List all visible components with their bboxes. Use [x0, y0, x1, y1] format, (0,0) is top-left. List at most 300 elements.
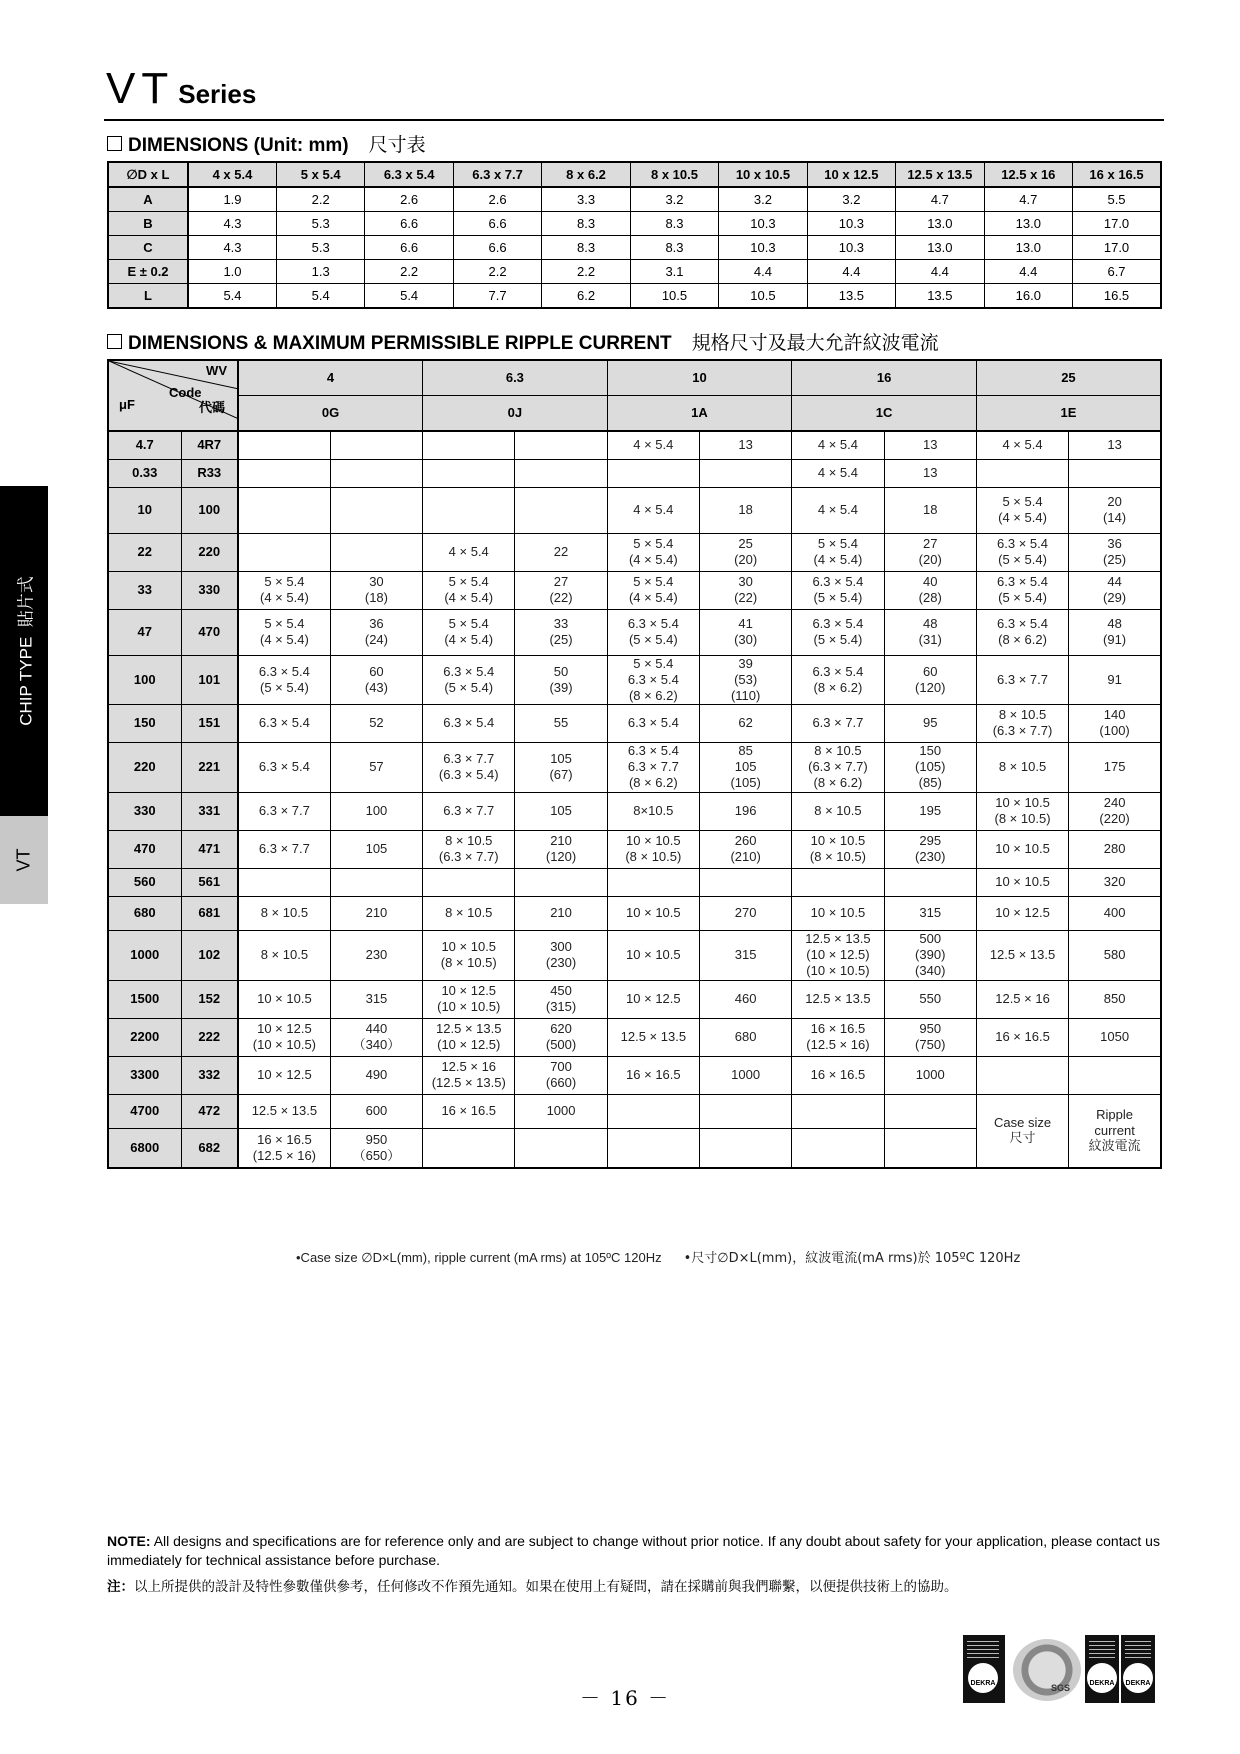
table-cell: 6.2 — [542, 284, 630, 309]
ripple-current-cell: 57 — [330, 742, 422, 792]
capacitance-cell: 1000 — [108, 930, 181, 980]
case-size-cell: 10 × 12.5 — [238, 1056, 330, 1094]
case-size-cell: 5 × 5.4 6.3 × 5.4 (8 × 6.2) — [607, 655, 699, 704]
legend-case-size: Case size 尺寸 — [976, 1094, 1068, 1168]
case-size-cell: 6.3 × 5.4 — [607, 704, 699, 742]
series-code: VT — [106, 64, 175, 113]
case-size-cell: 5 × 5.4 (4 × 5.4) — [423, 609, 515, 655]
case-size-cell: 10 × 12.5 (10 × 10.5) — [423, 980, 515, 1018]
dekra-logo: DEKRA — [1121, 1635, 1155, 1703]
table-row — [108, 792, 1161, 830]
ripple-current-cell — [515, 487, 607, 533]
ripple-current-cell: 13 — [699, 431, 791, 459]
ripple-current-cell: 85 105 (105) — [699, 742, 791, 792]
ripple-current-cell — [515, 459, 607, 487]
ripple-current-cell: 48 (31) — [884, 609, 976, 655]
ripple-current-cell: 39 (53) (110) — [699, 655, 791, 704]
table-cell: 13.0 — [984, 212, 1072, 236]
voltage-header: 16 — [792, 360, 977, 396]
cap-code-cell: 4R7 — [181, 431, 238, 459]
ripple-current-cell: 33 (25) — [515, 609, 607, 655]
ripple-current-cell: 91 — [1069, 655, 1161, 704]
case-size-cell: 5 × 5.4 (4 × 5.4) — [792, 533, 884, 571]
capacitance-cell: 680 — [108, 896, 181, 930]
ripple-current-cell: 13 — [884, 459, 976, 487]
legend-ripple-current: Ripple current 紋波電流 — [1069, 1094, 1161, 1168]
ripple-current-cell — [699, 459, 791, 487]
dekra-logo: DEKRA — [963, 1635, 1005, 1703]
ripple-current-cell: 27 (20) — [884, 533, 976, 571]
case-size-cell: 6.3 × 7.7 — [423, 792, 515, 830]
ripple-current-cell — [330, 487, 422, 533]
ripple-current-cell: 490 — [330, 1056, 422, 1094]
table-cell: 5.3 — [276, 212, 364, 236]
dim-size-header: 4 x 5.4 — [188, 162, 276, 187]
table-cell: 10.5 — [630, 284, 718, 309]
ripple-current-cell: 55 — [515, 704, 607, 742]
side-tabs — [0, 486, 48, 904]
case-size-cell: 6.3 × 7.7 — [792, 704, 884, 742]
case-size-cell: 4 × 5.4 — [607, 487, 699, 533]
case-size-cell: 16 × 16.5 — [792, 1056, 884, 1094]
case-size-cell: 4 × 5.4 — [792, 431, 884, 459]
ripple-current-cell — [1069, 1056, 1161, 1094]
ripple-current-cell: 18 — [884, 487, 976, 533]
table-cell: 4.4 — [719, 260, 807, 284]
case-size-cell: 8 × 10.5 (6.3 × 7.7) — [423, 830, 515, 868]
table-cell: 13.0 — [984, 236, 1072, 260]
case-size-cell: 6.3 × 7.7 — [976, 655, 1068, 704]
case-size-cell: 10 × 12.5 — [976, 896, 1068, 930]
cap-code-cell: 220 — [181, 533, 238, 571]
capacitance-cell: 4700 — [108, 1094, 181, 1128]
case-size-cell: 8 × 10.5 — [792, 792, 884, 830]
table-row — [108, 459, 1161, 487]
capacitance-cell: 2200 — [108, 1018, 181, 1056]
case-size-cell: 4 × 5.4 — [792, 459, 884, 487]
ripple-current-cell: 41 (30) — [699, 609, 791, 655]
ripple-current-cell: 315 — [699, 930, 791, 980]
capacitance-cell: 6800 — [108, 1128, 181, 1168]
table-row — [108, 868, 1161, 896]
ripple-corner-header — [108, 360, 238, 431]
case-size-cell — [423, 487, 515, 533]
case-size-cell: 6.3 × 5.4 (5 × 5.4) — [607, 609, 699, 655]
ripple-current-cell: 60 (120) — [884, 655, 976, 704]
capacitance-cell: 150 — [108, 704, 181, 742]
ripple-current-cell: 950 (750) — [884, 1018, 976, 1056]
case-size-cell — [792, 1094, 884, 1128]
cap-code-cell: 101 — [181, 655, 238, 704]
case-size-cell: 5 × 5.4 (4 × 5.4) — [607, 571, 699, 609]
table-row — [108, 487, 1161, 533]
case-size-cell: 10 × 10.5 — [976, 868, 1068, 896]
ripple-current-cell: 240 (220) — [1069, 792, 1161, 830]
ripple-current-cell — [699, 868, 791, 896]
dekra-logo: DEKRA — [1085, 1635, 1119, 1703]
table-cell: 7.7 — [453, 284, 541, 309]
table-row — [108, 1094, 1161, 1128]
table-row — [108, 1056, 1161, 1094]
case-size-cell — [607, 1094, 699, 1128]
ripple-current-cell: 550 — [884, 980, 976, 1018]
ripple-current-cell: 210 — [515, 896, 607, 930]
case-size-cell: 5 × 5.4 (4 × 5.4) — [238, 571, 330, 609]
case-size-cell: 6.3 × 5.4 (5 × 5.4) — [792, 609, 884, 655]
case-size-cell: 8 × 10.5 — [238, 896, 330, 930]
table-cell: 4.4 — [984, 260, 1072, 284]
case-size-cell: 8 × 10.5 — [423, 896, 515, 930]
table-cell: 5.3 — [276, 236, 364, 260]
capacitance-cell: 47 — [108, 609, 181, 655]
table-cell: 3.2 — [630, 187, 718, 212]
table-cell: 5.5 — [1073, 187, 1161, 212]
case-size-cell: 6.3 × 5.4 (5 × 5.4) — [976, 533, 1068, 571]
case-size-cell: 6.3 × 5.4 (8 × 6.2) — [792, 655, 884, 704]
capacitance-cell: 0.33 — [108, 459, 181, 487]
case-size-cell — [976, 1056, 1068, 1094]
ripple-current-cell: 295 (230) — [884, 830, 976, 868]
code-label-zh: 代碼 — [198, 401, 225, 416]
case-size-cell — [238, 868, 330, 896]
voltage-code-header: 0G — [238, 396, 423, 432]
table-cell: 8.3 — [630, 236, 718, 260]
ripple-current-cell: 13 — [884, 431, 976, 459]
table-cell: 2.2 — [542, 260, 630, 284]
case-size-cell: 5 × 5.4 (4 × 5.4) — [976, 487, 1068, 533]
table-cell: 16.0 — [984, 284, 1072, 309]
ripple-current-cell — [1069, 459, 1161, 487]
table-row — [108, 704, 1161, 742]
table-cell: 2.6 — [453, 187, 541, 212]
case-size-cell: 6.3 × 5.4 — [238, 742, 330, 792]
table-cell: 6.6 — [365, 212, 453, 236]
table-cell: 10.5 — [719, 284, 807, 309]
ripple-current-cell: 44 (29) — [1069, 571, 1161, 609]
table-row — [108, 284, 1161, 309]
case-size-cell: 8 × 10.5 (6.3 × 7.7) (8 × 6.2) — [792, 742, 884, 792]
table-row — [108, 571, 1161, 609]
ripple-current-cell: 48 (91) — [1069, 609, 1161, 655]
ripple-current-cell — [515, 868, 607, 896]
ripple-current-cell: 30 (22) — [699, 571, 791, 609]
certification-logos — [963, 1635, 1153, 1705]
case-size-cell: 4 × 5.4 — [607, 431, 699, 459]
ripple-current-cell: 1000 — [515, 1094, 607, 1128]
case-size-cell — [607, 459, 699, 487]
ripple-current-cell: 22 — [515, 533, 607, 571]
case-size-cell: 6.3 × 7.7 — [238, 830, 330, 868]
cap-code-cell: 102 — [181, 930, 238, 980]
capacitance-cell: 4.7 — [108, 431, 181, 459]
table-cell: 4.7 — [984, 187, 1072, 212]
dim-size-header: 12.5 x 13.5 — [896, 162, 984, 187]
table-cell: 1.3 — [276, 260, 364, 284]
ripple-current-cell: 580 — [1069, 930, 1161, 980]
table-row — [108, 655, 1161, 704]
capacitance-cell: 560 — [108, 868, 181, 896]
dim-row-label: B — [108, 212, 188, 236]
dim-size-header: 10 x 12.5 — [807, 162, 895, 187]
voltage-header: 4 — [238, 360, 423, 396]
title-rule — [104, 119, 1164, 121]
ripple-current-cell: 500 (390) (340) — [884, 930, 976, 980]
series-word: Series — [178, 79, 257, 109]
case-size-cell: 8×10.5 — [607, 792, 699, 830]
case-size-cell: 12.5 × 13.5 — [607, 1018, 699, 1056]
table-cell: 2.2 — [453, 260, 541, 284]
dim-size-header: 6.3 x 5.4 — [365, 162, 453, 187]
case-size-cell: 4 × 5.4 — [423, 533, 515, 571]
case-size-cell: 12.5 × 16 — [976, 980, 1068, 1018]
case-size-cell — [976, 459, 1068, 487]
ripple-current-cell: 600 — [330, 1094, 422, 1128]
case-size-cell: 10 × 10.5 — [607, 930, 699, 980]
case-size-cell: 10 × 10.5 (8 × 10.5) — [423, 930, 515, 980]
ripple-current-cell: 210 (120) — [515, 830, 607, 868]
ripple-current-table — [107, 359, 1162, 1169]
ripple-current-cell: 27 (22) — [515, 571, 607, 609]
case-size-cell: 10 × 10.5 — [607, 896, 699, 930]
ripple-current-cell: 175 — [1069, 742, 1161, 792]
table-row — [108, 236, 1161, 260]
ripple-current-cell: 25 (20) — [699, 533, 791, 571]
ripple-current-cell: 195 — [884, 792, 976, 830]
case-size-cell: 8 × 10.5 (6.3 × 7.7) — [976, 704, 1068, 742]
ripple-current-cell: 95 — [884, 704, 976, 742]
case-size-cell: 16 × 16.5 — [607, 1056, 699, 1094]
capacitance-cell: 100 — [108, 655, 181, 704]
case-size-cell — [423, 431, 515, 459]
table-cell: 10.3 — [807, 212, 895, 236]
ripple-current-cell — [515, 1128, 607, 1168]
dim-size-header: 5 x 5.4 — [276, 162, 364, 187]
cap-code-cell: 471 — [181, 830, 238, 868]
case-size-cell — [238, 487, 330, 533]
ripple-current-cell: 105 (67) — [515, 742, 607, 792]
table-cell: 1.9 — [188, 187, 276, 212]
ripple-current-cell: 1050 — [1069, 1018, 1161, 1056]
disclaimer-note: NOTE: All designs and specifications are for reference only and are subject to change without prior notice. If any doubt about safety for your application, please contact us immediately for technical assistance before purchase. — [107, 1533, 1160, 1568]
ripple-current-cell: 20 (14) — [1069, 487, 1161, 533]
capacitance-cell: 33 — [108, 571, 181, 609]
ripple-current-cell: 280 — [1069, 830, 1161, 868]
case-size-cell: 12.5 × 13.5 — [976, 930, 1068, 980]
table-cell: 10.3 — [719, 212, 807, 236]
table-cell: 5.4 — [188, 284, 276, 309]
cap-code-cell: 682 — [181, 1128, 238, 1168]
ripple-current-cell — [330, 868, 422, 896]
cap-code-cell: 330 — [181, 571, 238, 609]
table-cell: 4.3 — [188, 236, 276, 260]
ripple-current-cell: 105 — [515, 792, 607, 830]
table-cell: 10.3 — [807, 236, 895, 260]
table-cell: 4.3 — [188, 212, 276, 236]
ripple-current-cell: 100 — [330, 792, 422, 830]
series-title — [106, 64, 256, 114]
ripple-current-cell: 320 — [1069, 868, 1161, 896]
table-cell: 2.2 — [365, 260, 453, 284]
case-size-cell: 10 × 10.5 (8 × 10.5) — [976, 792, 1068, 830]
table-footnote: •Case size ∅D×L(mm), ripple current (mA rms) at 105ºC 120Hz •尺寸∅D×L(mm)，紋波電流(mA rms)於 105ºC 120Hz — [296, 1250, 1021, 1266]
table-cell: 4.7 — [896, 187, 984, 212]
table-cell: 8.3 — [630, 212, 718, 236]
case-size-cell — [607, 868, 699, 896]
ripple-current-cell: 36 (24) — [330, 609, 422, 655]
dim-row-label: A — [108, 187, 188, 212]
page-number: － 16 － — [580, 1686, 671, 1710]
case-size-cell — [423, 1128, 515, 1168]
ripple-current-cell — [330, 533, 422, 571]
cap-code-cell: 332 — [181, 1056, 238, 1094]
ripple-current-cell: 950 （650） — [330, 1128, 422, 1168]
ripple-current-cell: 13 — [1069, 431, 1161, 459]
case-size-cell: 4 × 5.4 — [976, 431, 1068, 459]
case-size-cell: 10 × 12.5 — [607, 980, 699, 1018]
dim-size-header: 8 x 10.5 — [630, 162, 718, 187]
ripple-current-cell: 18 — [699, 487, 791, 533]
ripple-current-cell: 680 — [699, 1018, 791, 1056]
table-cell: 6.6 — [365, 236, 453, 260]
dim-corner-header: ∅D x L — [108, 162, 188, 187]
table-row — [108, 609, 1161, 655]
table-cell: 13.0 — [896, 212, 984, 236]
case-size-cell: 12.5 × 13.5 — [792, 980, 884, 1018]
table-cell: 2.6 — [365, 187, 453, 212]
dim-row-label: C — [108, 236, 188, 260]
capacitance-cell: 220 — [108, 742, 181, 792]
case-size-cell: 6.3 × 5.4 (5 × 5.4) — [976, 571, 1068, 609]
capacitance-cell: 10 — [108, 487, 181, 533]
table-row — [108, 187, 1161, 212]
case-size-cell: 6.3 × 5.4 — [238, 704, 330, 742]
case-size-cell: 5 × 5.4 (4 × 5.4) — [607, 533, 699, 571]
cap-code-cell: 100 — [181, 487, 238, 533]
ripple-current-cell: 315 — [330, 980, 422, 1018]
table-row — [108, 980, 1161, 1018]
uf-label: μF — [119, 397, 135, 412]
wv-label: WV — [206, 363, 227, 378]
table-cell: 3.1 — [630, 260, 718, 284]
voltage-header: 10 — [607, 360, 792, 396]
ripple-current-cell: 150 (105) (85) — [884, 742, 976, 792]
case-size-cell: 16 × 16.5 — [976, 1018, 1068, 1056]
ripple-current-cell: 260 (210) — [699, 830, 791, 868]
ripple-current-cell: 315 — [884, 896, 976, 930]
table-cell: 13.5 — [896, 284, 984, 309]
case-size-cell: 6.3 × 7.7 (6.3 × 5.4) — [423, 742, 515, 792]
table-cell: 4.4 — [807, 260, 895, 284]
cap-code-cell: 472 — [181, 1094, 238, 1128]
table-cell: 3.2 — [807, 187, 895, 212]
cap-code-cell: 470 — [181, 609, 238, 655]
cap-code-cell: 221 — [181, 742, 238, 792]
case-size-cell — [792, 868, 884, 896]
case-size-cell: 10 × 10.5 (8 × 10.5) — [792, 830, 884, 868]
capacitance-cell: 22 — [108, 533, 181, 571]
case-size-cell — [423, 868, 515, 896]
cap-code-cell: 222 — [181, 1018, 238, 1056]
ripple-current-cell: 210 — [330, 896, 422, 930]
table-cell: 6.6 — [453, 212, 541, 236]
case-size-cell: 10 × 10.5 (8 × 10.5) — [607, 830, 699, 868]
table-cell: 10.3 — [719, 236, 807, 260]
dim-size-header: 16 x 16.5 — [1073, 162, 1161, 187]
ripple-current-cell: 300 (230) — [515, 930, 607, 980]
ripple-current-cell: 1000 — [884, 1056, 976, 1094]
ripple-heading: DIMENSIONS & MAXIMUM PERMISSIBLE RIPPLE CURRENT 規格尺寸及最大允許紋波電流 — [107, 328, 939, 355]
table-row — [108, 212, 1161, 236]
code-label: Code — [169, 385, 202, 400]
dim-row-label: L — [108, 284, 188, 309]
ripple-current-cell: 230 — [330, 930, 422, 980]
table-row — [108, 830, 1161, 868]
case-size-cell: 6.3 × 7.7 — [238, 792, 330, 830]
case-size-cell: 6.3 × 5.4 6.3 × 7.7 (8 × 6.2) — [607, 742, 699, 792]
ripple-current-cell — [515, 431, 607, 459]
case-size-cell: 6.3 × 5.4 (5 × 5.4) — [423, 655, 515, 704]
table-cell: 17.0 — [1073, 212, 1161, 236]
table-cell: 13.0 — [896, 236, 984, 260]
table-row — [108, 930, 1161, 980]
case-size-cell: 12.5 × 13.5 (10 × 12.5) (10 × 10.5) — [792, 930, 884, 980]
capacitance-cell: 470 — [108, 830, 181, 868]
ripple-current-cell: 62 — [699, 704, 791, 742]
case-size-cell — [238, 533, 330, 571]
case-size-cell: 6.3 × 5.4 (5 × 5.4) — [238, 655, 330, 704]
cap-code-cell: 681 — [181, 896, 238, 930]
cap-code-cell: 331 — [181, 792, 238, 830]
voltage-code-header: 0J — [423, 396, 608, 432]
table-cell: 5.4 — [365, 284, 453, 309]
table-cell: 5.4 — [276, 284, 364, 309]
ripple-current-cell: 460 — [699, 980, 791, 1018]
sgs-logo: SGS — [1013, 1639, 1081, 1701]
cap-code-cell: R33 — [181, 459, 238, 487]
vt-series-tab[interactable]: VT — [0, 816, 48, 904]
table-row — [108, 1018, 1161, 1056]
ripple-current-cell: 105 — [330, 830, 422, 868]
chip-type-tab[interactable]: CHIP TYPE 貼片式 — [0, 486, 48, 816]
case-size-cell — [238, 431, 330, 459]
ripple-current-cell: 440 （340） — [330, 1018, 422, 1056]
dimensions-heading: DIMENSIONS (Unit: mm) 尺寸表 — [107, 130, 426, 157]
case-size-cell: 5 × 5.4 (4 × 5.4) — [423, 571, 515, 609]
table-cell: 6.6 — [453, 236, 541, 260]
voltage-code-header: 1C — [792, 396, 977, 432]
ripple-current-cell: 36 (25) — [1069, 533, 1161, 571]
ripple-current-cell: 30 (18) — [330, 571, 422, 609]
case-size-cell: 6.3 × 5.4 (5 × 5.4) — [792, 571, 884, 609]
cap-code-cell: 561 — [181, 868, 238, 896]
ripple-current-cell: 60 (43) — [330, 655, 422, 704]
table-cell: 8.3 — [542, 212, 630, 236]
ripple-current-cell — [699, 1094, 791, 1128]
checkbox-icon — [107, 136, 122, 151]
dim-size-header: 12.5 x 16 — [984, 162, 1072, 187]
capacitance-cell: 1500 — [108, 980, 181, 1018]
table-cell: 8.3 — [542, 236, 630, 260]
ripple-current-cell: 52 — [330, 704, 422, 742]
dimensions-table — [107, 161, 1162, 309]
ripple-current-cell: 50 (39) — [515, 655, 607, 704]
case-size-cell: 16 × 16.5 (12.5 × 16) — [792, 1018, 884, 1056]
ripple-current-cell: 270 — [699, 896, 791, 930]
cap-code-cell: 151 — [181, 704, 238, 742]
dim-size-header: 10 x 10.5 — [719, 162, 807, 187]
case-size-cell: 10 × 10.5 — [792, 896, 884, 930]
ripple-current-cell: 196 — [699, 792, 791, 830]
